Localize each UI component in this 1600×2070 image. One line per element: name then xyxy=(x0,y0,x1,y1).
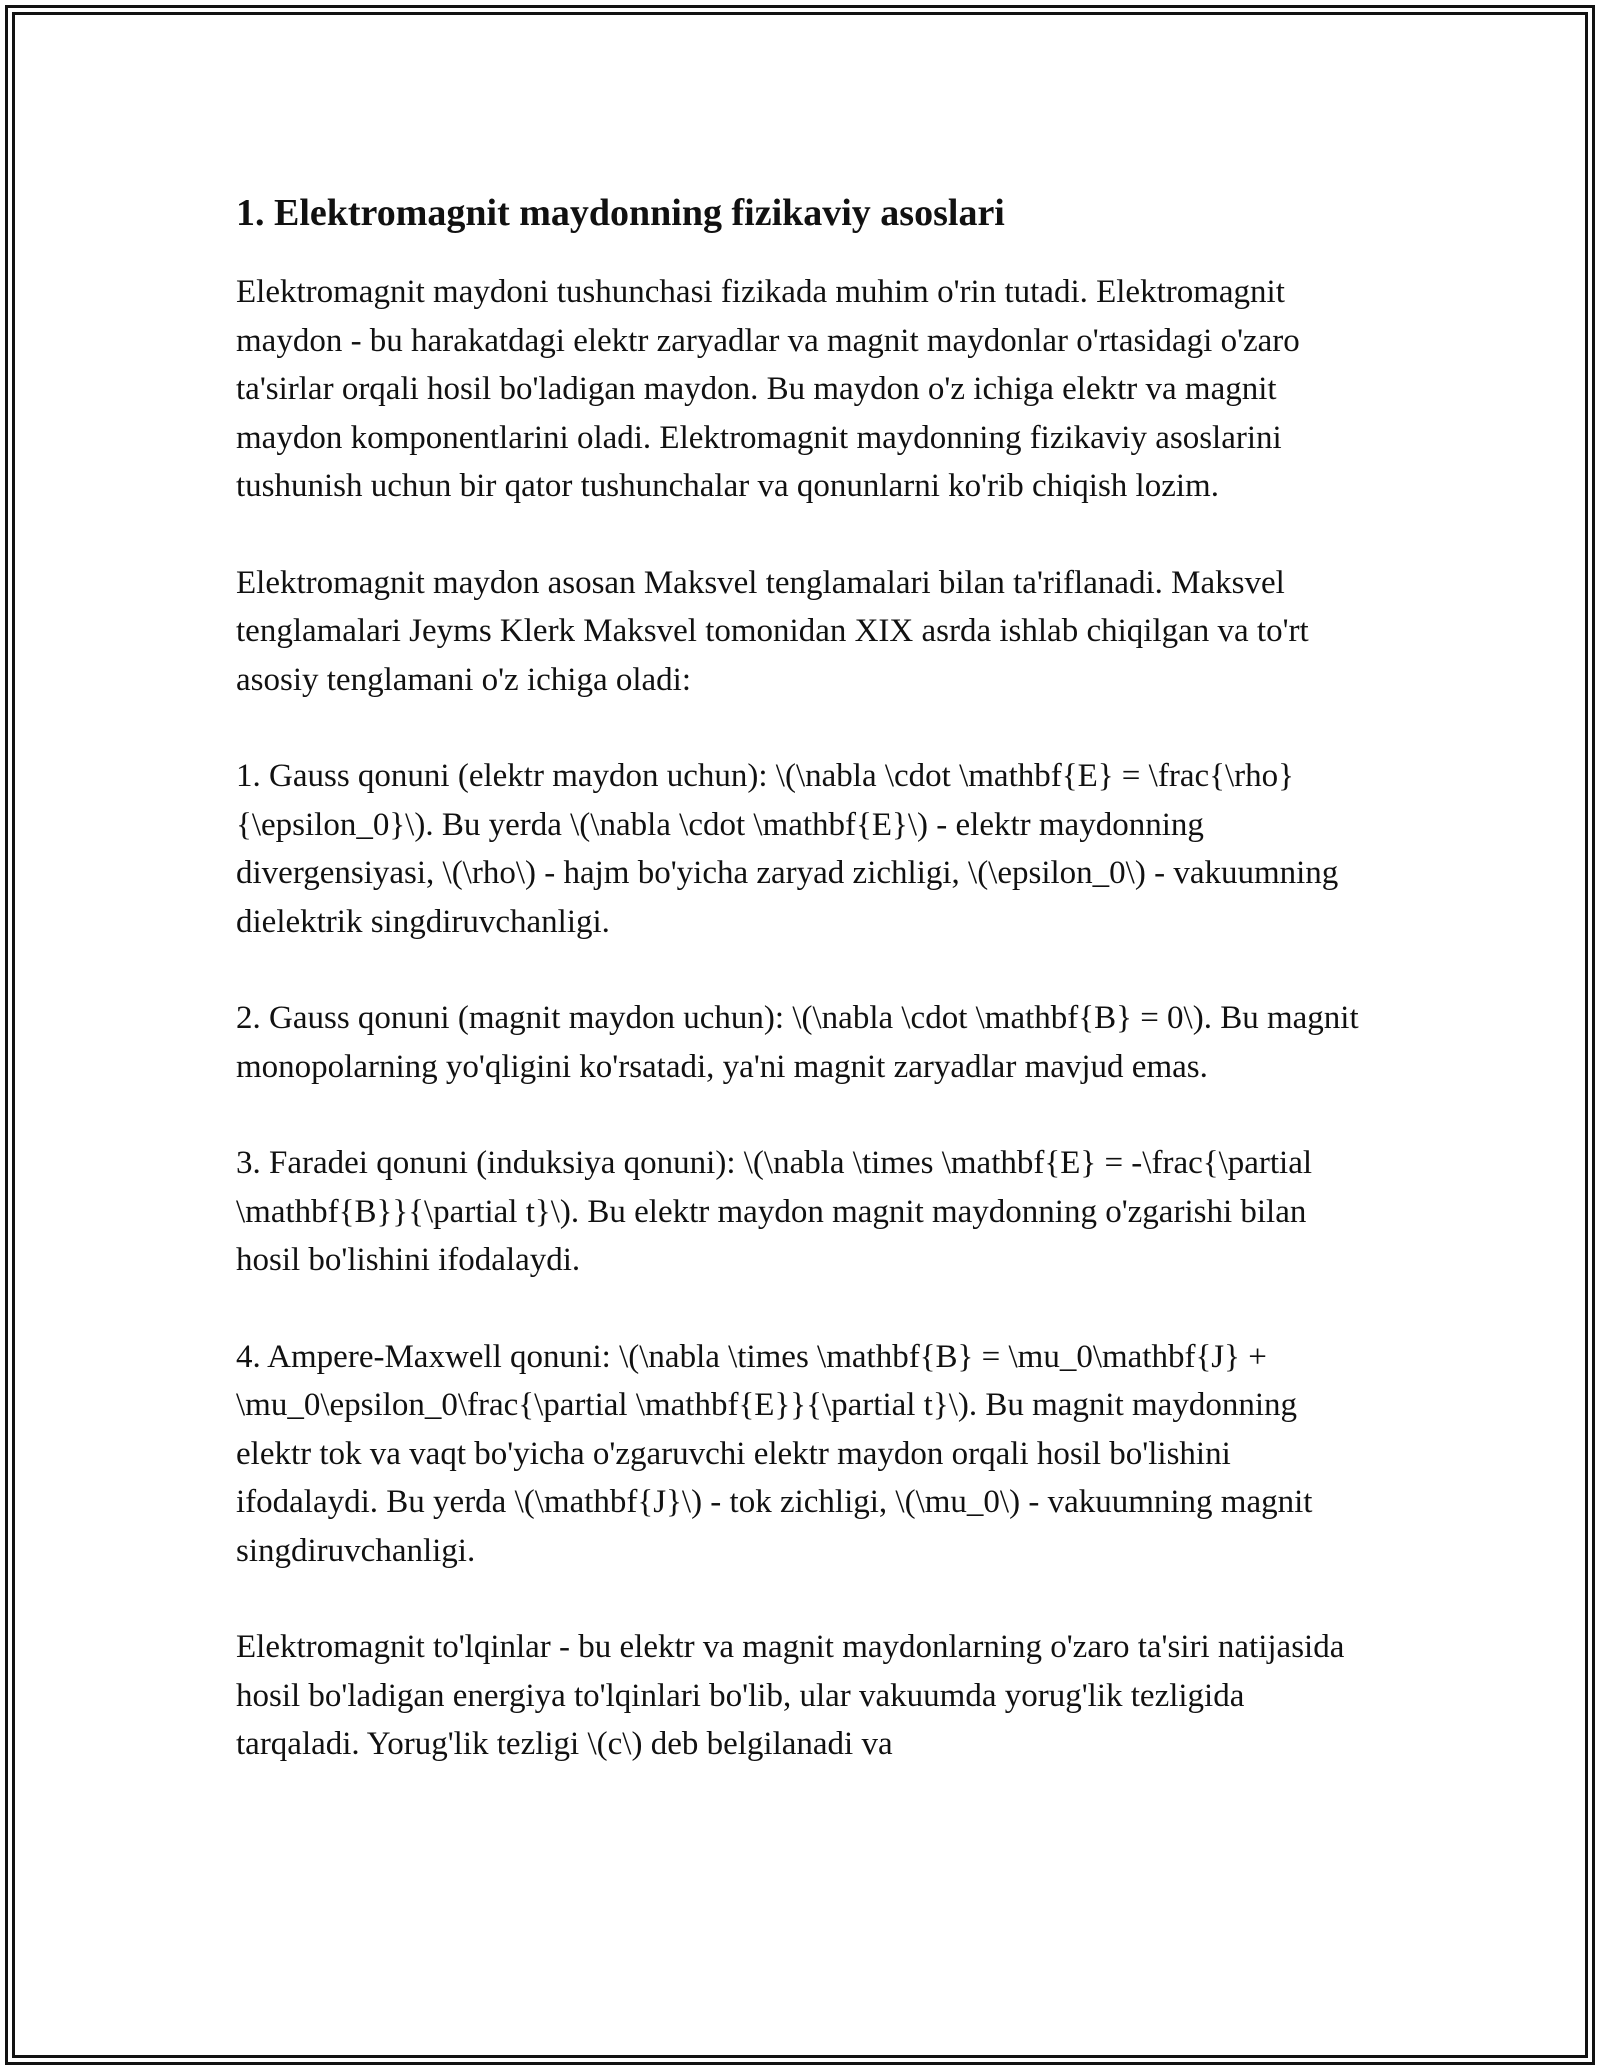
document-body xyxy=(236,186,1366,1769)
paragraph-intro: Elektromagnit maydoni tushunchasi fizikada muhim o'rin tutadi. Elektromagnit maydon - bu harakatdagi elektr zaryadlar va magnit maydonlar o'rtasidagi o'zaro ta'sirlar orqali hosil bo'ladigan maydon. Bu maydon o'z ichiga elektr va magnit maydon komponentlarini oladi. Elektromagnit maydonning fizikaviy asoslarini tushunish uchun bir qator tushunchalar va qonunlarni ko'rib chiqish lozim. xyxy=(236,274,1300,504)
paragraph-gauss-electric: 1. Gauss qonuni (elektr maydon uchun): \(\nabla \cdot \mathbf{E} = \frac{\rho}{\epsilon_0}\). Bu yerda \(\nabla \cdot \mathbf{E}\) - elektr maydonning divergensiyasi, \(\rho\) - hajm bo'yicha zaryad zichligi, \(\epsilon_0\) - vakuumning dielektrik singdiruvchanligi. xyxy=(236,758,1339,940)
paragraph-gauss-magnetic: 2. Gauss qonuni (magnit maydon uchun): \(\nabla \cdot \mathbf{B} = 0\). Bu magnit monopolarning yo'qligini ko'rsatadi, ya'ni magnit zaryadlar mavjud emas. xyxy=(236,1000,1359,1085)
paragraph-ampere-maxwell: 4. Ampere-Maxwell qonuni: \(\nabla \times \mathbf{B} = \mu_0\mathbf{J} + \mu_0\epsilon_0\frac{\partial \mathbf{E}}{\partial t}\). Bu magnit maydonning elektr tok va vaqt bo'yicha o'zgaruvchi elektr maydon orqali hosil bo'lishini ifodalaydi. Bu yerda \(\mathbf{J}\) - tok zichligi, \(\mu_0\) - vakuumning magnit singdiruvchanligi. xyxy=(236,1338,1313,1569)
paragraph-maxwell-intro: Elektromagnit maydon asosan Maksvel tenglamalari bilan ta'riflanadi. Maksvel tenglamalari Jeyms Klerk Maksvel tomonidan XIX asrda ishlab chiqilgan va to'rt asosiy tenglamani o'z ichiga oladi: xyxy=(236,564,1309,698)
paragraph-faraday: 3. Faradei qonuni (induksiya qonuni): \(\nabla \times \mathbf{E} = -\frac{\partial \mathbf{B}}{\partial t}\). Bu elektr maydon magnit maydonning o'zgarishi bilan hosil bo'lishini ifodalaydi. xyxy=(236,1145,1313,1278)
paragraph-em-waves: Elektromagnit to'lqinlar - bu elektr va magnit maydonlarning o'zaro ta'siri natijasida hosil bo'ladigan energiya to'lqinlari bo'lib, ular vakuumda yorug'lik tezligida tarqaladi. Yorug'lik tezligi \(c\) deb belgilanadi va xyxy=(236,1629,1345,1762)
section-heading: 1. Elektromagnit maydonning fizikaviy asoslari xyxy=(236,192,1005,234)
